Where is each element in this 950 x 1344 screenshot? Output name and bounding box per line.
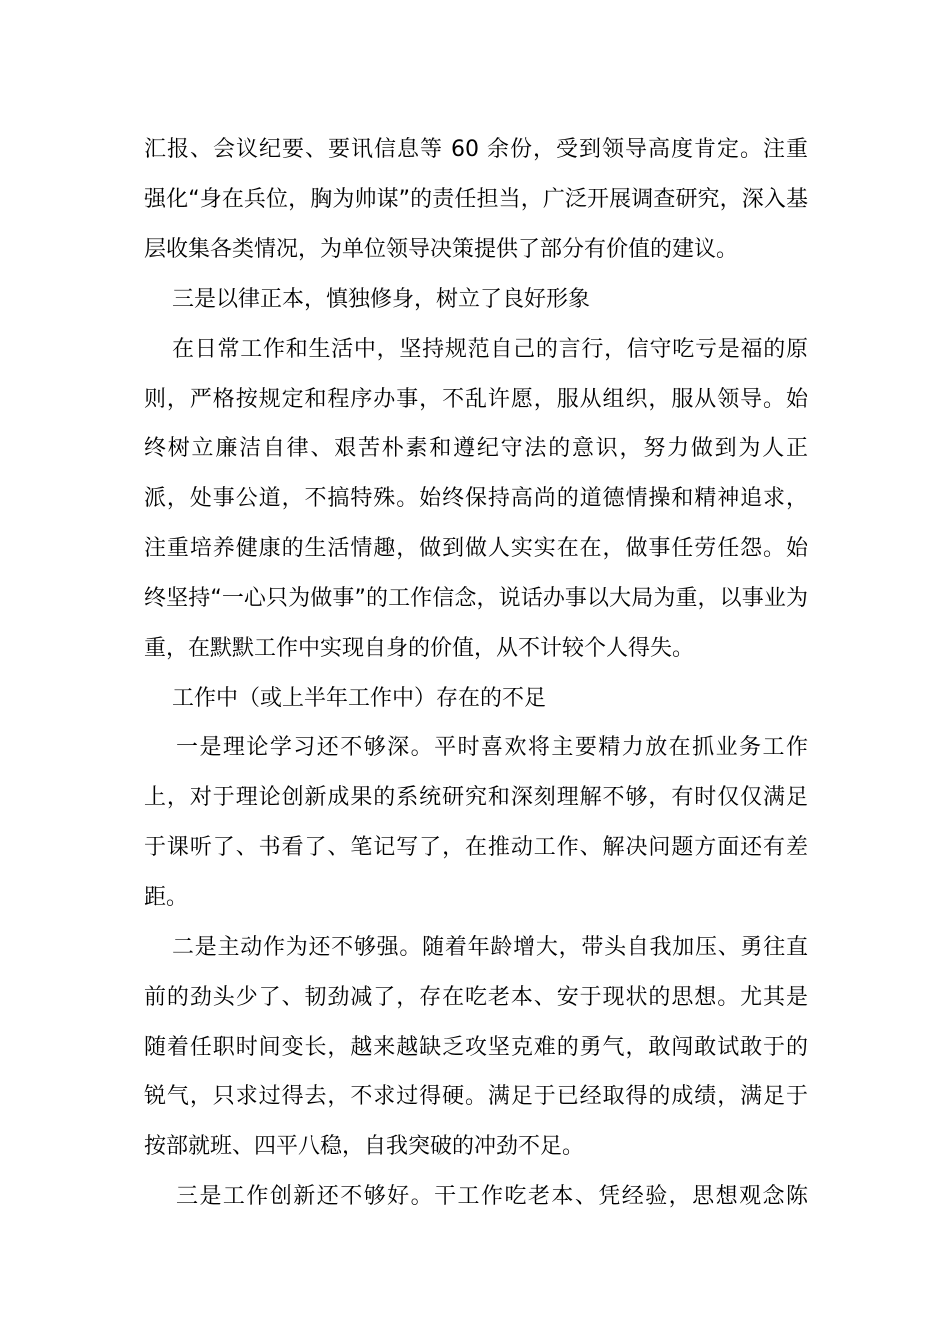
text-line: 上，对于理论创新成果的系统研究和深刻理解不够，有时仅仅满足 xyxy=(144,785,808,810)
text-line: 一是理论学习还不够深。平时喜欢将主要精力放在抓业务工作 xyxy=(176,735,808,760)
text-line: 锐气，只求过得去，不求过得硬。满足于已经取得的成绩，满足于 xyxy=(144,1084,808,1109)
text-line: 按部就班、四平八稳，自我突破的冲劲不足。 xyxy=(144,1134,585,1159)
section-heading: 工作中（或上半年工作中）存在的不足 xyxy=(172,686,547,711)
text-line: 重，在默默工作中实现自身的价值，从不计较个人得失。 xyxy=(144,636,695,661)
text-line: 三是工作创新还不够好。干工作吃老本、凭经验，思想观念陈 xyxy=(176,1184,808,1209)
text-line: 终坚持“一心只为做事”的工作信念，说话办事以大局为重，以事业为 xyxy=(144,586,808,611)
text-line: 二是主动作为还不够强。随着年龄增大，带头自我加压、勇往直 xyxy=(172,935,808,960)
text-line: 于课听了、书看了、笔记写了，在推动工作、解决问题方面还有差 xyxy=(144,835,808,860)
text-line: 随着任职时间变长，越来越缺乏攻坚克难的勇气，敢闯敢试敢于的 xyxy=(144,1035,808,1060)
text-line: 在日常工作和生活中，坚持规范自己的言行，信守吃亏是福的原 xyxy=(172,337,808,362)
text-line: 前的劲头少了、韧劲减了，存在吃老本、安于现状的思想。尤其是 xyxy=(144,985,808,1010)
text-line: 则，严格按规定和程序办事，不乱许愿，服从组织，服从领导。始 xyxy=(144,387,808,412)
text-line: 终树立廉洁自律、艰苦朴素和遵纪守法的意识，努力做到为人正 xyxy=(144,436,808,461)
text-line: 派，处事公道，不搞特殊。始终保持高尚的道德情操和精神追求， xyxy=(144,486,808,511)
text-line: 注重培养健康的生活情趣，做到做人实实在在，做事任劳任怨。始 xyxy=(144,536,808,561)
text-line: 层收集各类情况，为单位领导决策提供了部分有价值的建议。 xyxy=(144,237,739,262)
text-line: 距。 xyxy=(144,885,189,910)
text-line: 汇报、会议纪要、要讯信息等 60 余份，受到领导高度肯定。注重 xyxy=(144,137,808,162)
text-line: 强化“身在兵位，胸为帅谋”的责任担当，广泛开展调查研究，深入基 xyxy=(144,187,808,212)
section-heading: 三是以律正本，慎独修身，树立了良好形象 xyxy=(172,287,591,312)
